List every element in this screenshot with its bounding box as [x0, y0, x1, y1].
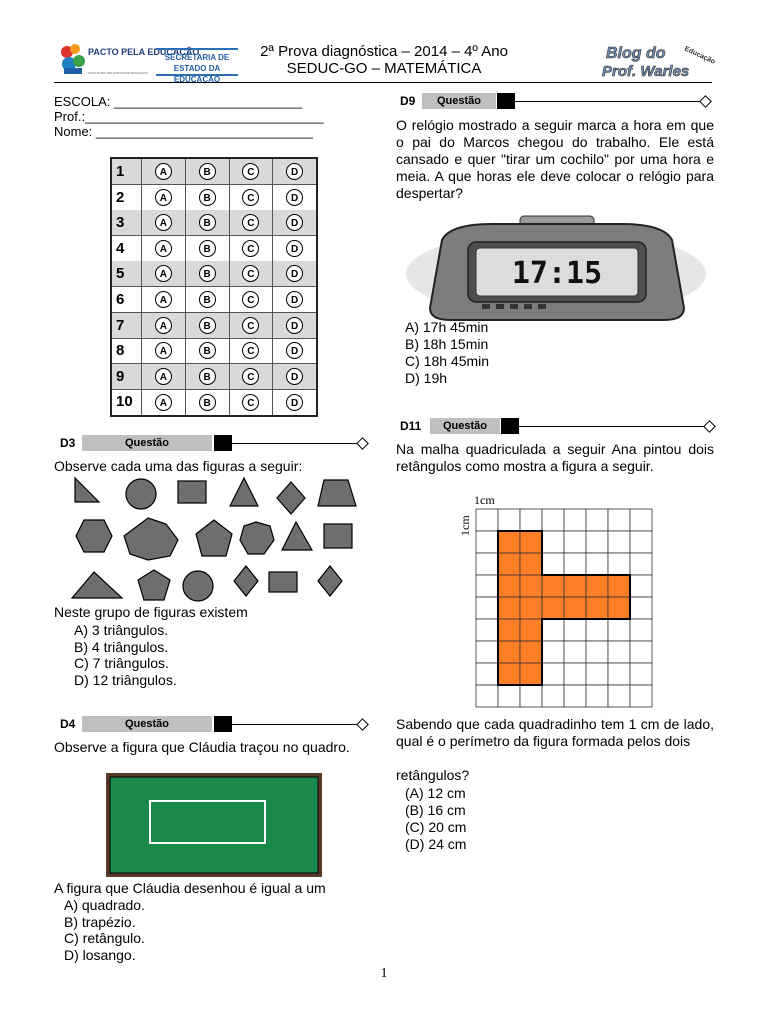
answer-cell [142, 287, 186, 312]
question-header-d9 [400, 93, 712, 109]
answer-cell [142, 389, 186, 415]
rhombus-shape [277, 482, 305, 514]
answer-bubble[interactable]: B [199, 342, 216, 359]
grid-square [630, 553, 652, 575]
answer-cell [273, 389, 316, 415]
answer-bubble[interactable]: C [242, 189, 259, 206]
painted-square [498, 641, 520, 663]
answer-row-number: 8 [112, 338, 142, 363]
painted-square [564, 597, 586, 619]
triangle-shape [72, 572, 122, 598]
grid-square [476, 663, 498, 685]
grid-square [586, 509, 608, 531]
answer-bubble[interactable]: B [199, 189, 216, 206]
grid-square [520, 509, 542, 531]
answer-bubble[interactable]: D [286, 265, 303, 282]
answer-bubble[interactable]: B [199, 317, 216, 334]
painted-square [520, 663, 542, 685]
grid-square [630, 619, 652, 641]
grid-square [564, 641, 586, 663]
answer-bubble[interactable]: D [286, 291, 303, 308]
answer-row-number: 10 [112, 389, 142, 415]
diamond-icon [703, 420, 716, 433]
grid-square [586, 619, 608, 641]
square-shape [269, 572, 297, 592]
grid-square [542, 509, 564, 531]
d4-option-c[interactable]: C) retângulo. [64, 930, 145, 946]
hexagon-shape [76, 520, 112, 552]
answer-bubble[interactable]: A [155, 291, 172, 308]
painted-square [520, 575, 542, 597]
answer-cell [230, 389, 274, 415]
answer-cell [186, 287, 230, 312]
grid-square [630, 597, 652, 619]
grid-square [564, 663, 586, 685]
answer-row [112, 236, 316, 262]
grid-label-top: 1cm [474, 493, 495, 507]
answer-row [112, 389, 316, 415]
answer-bubble[interactable]: C [242, 291, 259, 308]
alarm-clock-figure [402, 212, 710, 328]
painted-square [498, 553, 520, 575]
grid-square [542, 641, 564, 663]
blog-logo-arc: Educação [683, 45, 717, 66]
header-line [515, 101, 701, 102]
painted-square [498, 663, 520, 685]
circle-shape [183, 571, 213, 601]
grid-square [630, 531, 652, 553]
d9-prompt: O relógio mostrado a seguir marca a hora em que o pai do Marcos chegou do trabalho. Ele está cansado e quer "tirar um cochilo" por uma hora e meia. A que horas ele deve colocar o relógio para despertar? [396, 117, 714, 201]
question-code: D3 [60, 436, 76, 450]
grid-square [542, 685, 564, 707]
answer-bubble[interactable]: A [155, 240, 172, 257]
answer-bubble[interactable]: A [155, 214, 172, 231]
answer-bubble[interactable]: C [242, 394, 259, 411]
circle-shape [126, 479, 156, 509]
grid-square [476, 641, 498, 663]
grid-square [608, 685, 630, 707]
answer-row-number: 3 [112, 210, 142, 235]
d11-option-a[interactable]: (A) 12 cm [405, 785, 466, 801]
answer-cell [142, 261, 186, 286]
pentagon-shape [196, 520, 232, 556]
answer-bubble[interactable]: A [155, 317, 172, 334]
chalkboard-figure [106, 773, 322, 877]
answer-cell [142, 236, 186, 261]
d11-stem: Sabendo que cada quadradinho tem 1 cm de lado, qual é o perímetro da figura formada pelos dois [396, 716, 714, 749]
answer-cell [230, 210, 274, 235]
answer-bubble[interactable]: B [199, 214, 216, 231]
answer-bubble[interactable]: B [199, 368, 216, 385]
d11-prompt: Na malha quadriculada a seguir Ana pintou dois retângulos como mostra a figura a seguir. [396, 441, 714, 474]
answer-bubble[interactable]: D [286, 368, 303, 385]
answer-cell [186, 389, 230, 415]
d9-option-a[interactable]: A) 17h 45min [405, 319, 489, 335]
grid-square [542, 619, 564, 641]
answer-cell [142, 185, 186, 210]
answer-cell [230, 185, 274, 210]
d4-option-a[interactable]: A) quadrado. [64, 897, 145, 913]
header-block [214, 716, 232, 732]
page-number: 1 [380, 966, 388, 981]
answer-cell [273, 313, 316, 338]
grid-square [564, 509, 586, 531]
d11-option-d[interactable]: (D) 24 cm [405, 836, 467, 852]
pentagon-shape [138, 570, 170, 600]
question-code: D9 [400, 94, 416, 108]
grid-square [586, 531, 608, 553]
answer-bubble[interactable]: C [242, 342, 259, 359]
grid-square [608, 663, 630, 685]
d3-option-a[interactable]: A) 3 triângulos. [74, 622, 169, 638]
grid-square [476, 619, 498, 641]
d11-option-b[interactable]: (B) 16 cm [405, 802, 466, 818]
grid-square [476, 575, 498, 597]
grid-square [608, 531, 630, 553]
blog-logo-line1: Blog do [606, 45, 666, 62]
answer-bubble[interactable]: B [199, 240, 216, 257]
triangle-shape [282, 522, 312, 550]
answer-bubble[interactable]: C [242, 240, 259, 257]
answer-cell [230, 364, 274, 389]
answer-row-number: 2 [112, 185, 142, 210]
d3-option-b[interactable]: B) 4 triângulos. [74, 638, 169, 655]
answer-bubble[interactable]: D [286, 163, 303, 180]
header-line [519, 426, 705, 427]
d3-stem: Neste grupo de figuras existem [54, 604, 248, 620]
answer-cell [186, 210, 230, 235]
painted-square [520, 553, 542, 575]
answer-row-number: 5 [112, 261, 142, 286]
answer-row-number: 1 [112, 159, 142, 184]
header-block [214, 435, 232, 451]
painted-square [542, 597, 564, 619]
grid-square [542, 531, 564, 553]
answer-cell [142, 159, 186, 184]
answer-bubble[interactable]: C [242, 317, 259, 334]
painted-square [586, 597, 608, 619]
exam-title: 2ª Prova diagnóstica – 2014 – 4º Ano [260, 43, 508, 60]
answer-row [112, 159, 316, 185]
answer-cell [230, 338, 274, 363]
grid-square [476, 597, 498, 619]
answer-row [112, 364, 316, 390]
square-shape [178, 481, 206, 503]
d3-option-c[interactable]: C) 7 triângulos. [74, 655, 169, 671]
answer-row [112, 185, 316, 211]
question-label: Questão [82, 435, 212, 451]
question-header-d4 [60, 716, 368, 732]
answer-cell [273, 364, 316, 389]
d3-option-d[interactable]: D) 12 triângulos. [74, 671, 177, 688]
painted-square [498, 531, 520, 553]
pacto-logo-text: PACTO PELA EDUCAÇÃO [88, 47, 200, 57]
grid-square [476, 531, 498, 553]
grid-square [542, 663, 564, 685]
d3-shapes-figure [66, 476, 366, 604]
d4-option-b[interactable]: B) trapézio. [64, 913, 136, 930]
answer-bubble[interactable]: D [286, 214, 303, 231]
answer-cell [273, 287, 316, 312]
answer-cell [273, 338, 316, 363]
grid-square [498, 509, 520, 531]
exam-subject: SEDUC-GO – MATEMÁTICA [286, 60, 482, 77]
answer-bubble[interactable]: A [155, 342, 172, 359]
header-line [232, 724, 358, 725]
answer-bubble[interactable]: C [242, 368, 259, 385]
answer-bubble[interactable]: D [286, 189, 303, 206]
grid-square [608, 641, 630, 663]
d9-option-c[interactable]: C) 18h 45min [405, 353, 490, 369]
answer-cell [273, 185, 316, 210]
grid-label-side: 1cm [458, 515, 472, 536]
painted-square [608, 597, 630, 619]
chalkboard-surface [110, 777, 318, 873]
answer-cell [186, 313, 230, 338]
painted-square [542, 575, 564, 597]
triangle-shape [230, 478, 258, 506]
answer-row-number: 4 [112, 236, 142, 261]
grid-square [630, 575, 652, 597]
answer-bubble[interactable]: B [199, 163, 216, 180]
question-label: Questão [422, 93, 496, 109]
grid-square [630, 663, 652, 685]
grid-square [608, 509, 630, 531]
header-divider [54, 82, 712, 83]
answer-row [112, 261, 316, 287]
answer-cell [273, 159, 316, 184]
painted-square [520, 597, 542, 619]
answer-row [112, 210, 316, 236]
heptagon-shape [124, 518, 178, 560]
answer-bubble[interactable]: D [286, 342, 303, 359]
grid-square [564, 531, 586, 553]
teacher-field[interactable]: Prof.:_________________________________ [54, 109, 324, 124]
answer-cell [186, 159, 230, 184]
d9-option-b[interactable]: B) 18h 15min [405, 336, 489, 352]
answer-cell [186, 261, 230, 286]
answer-bubble[interactable]: C [242, 265, 259, 282]
answer-cell [186, 185, 230, 210]
question-label: Questão [430, 418, 500, 434]
blog-logo-line2: Prof. Warles [602, 63, 690, 80]
squared-grid-figure [456, 492, 652, 718]
hexagon-shape [240, 522, 274, 554]
pacto-logo-subtext: UM FUTURO MELHOR EXIGE MUDANÇAS [88, 71, 148, 75]
answer-cell [230, 313, 274, 338]
question-label: Questão [82, 716, 212, 732]
rhombus-shape [318, 566, 342, 596]
question-header-d11 [400, 418, 712, 434]
answer-cell [230, 287, 274, 312]
painted-square [498, 575, 520, 597]
painted-square [498, 597, 520, 619]
grid-square [476, 685, 498, 707]
painted-square [608, 575, 630, 597]
diamond-icon [699, 95, 712, 108]
painted-square [586, 575, 608, 597]
header-block [497, 93, 515, 109]
painted-square [520, 619, 542, 641]
d4-option-d[interactable]: D) losango. [64, 946, 136, 963]
d11-stem-end: retângulos? [396, 767, 470, 783]
name-field[interactable]: Nome: ______________________________ [54, 124, 313, 139]
blog-logo [600, 38, 717, 82]
question-header-d3 [60, 435, 368, 451]
d9-option-d[interactable]: D) 19h [405, 370, 448, 386]
answer-cell [142, 338, 186, 363]
d4-stem: A figura que Cláudia desenhou é igual a um [54, 880, 326, 896]
answer-cell [142, 364, 186, 389]
answer-row [112, 313, 316, 339]
grid-square [498, 685, 520, 707]
painted-square [520, 531, 542, 553]
square-shape [324, 524, 352, 548]
answer-bubble[interactable]: A [155, 368, 172, 385]
rhombus-shape [234, 566, 258, 596]
answer-bubble[interactable]: B [199, 291, 216, 308]
school-field[interactable]: ESCOLA: __________________________ [54, 94, 302, 109]
answer-row-number: 9 [112, 364, 142, 389]
grid-square [542, 553, 564, 575]
seduc-logo: SECRETARIA DE ESTADO DA EDUCAÇÃO [156, 48, 238, 76]
answer-row-number: 7 [112, 313, 142, 338]
painted-square [520, 641, 542, 663]
grid-square [520, 685, 542, 707]
grid-square [564, 619, 586, 641]
grid-square [586, 685, 608, 707]
answer-cell [186, 338, 230, 363]
clock-time-display: 17:15 [511, 256, 603, 291]
grid-square [630, 509, 652, 531]
question-code: D4 [60, 717, 76, 731]
answer-cell [230, 159, 274, 184]
answer-cell [142, 313, 186, 338]
unit-grid [476, 509, 652, 707]
answer-bubble[interactable]: C [242, 214, 259, 231]
grid-square [630, 641, 652, 663]
answer-bubble[interactable]: A [155, 394, 172, 411]
grid-square [586, 553, 608, 575]
answer-row-number: 6 [112, 287, 142, 312]
answer-bubble[interactable]: A [155, 189, 172, 206]
answer-bubble[interactable]: D [286, 394, 303, 411]
answer-bubble[interactable]: B [199, 265, 216, 282]
d3-prompt: Observe cada uma das figuras a seguir: [54, 458, 303, 474]
grid-square [608, 553, 630, 575]
d11-option-c[interactable]: (C) 20 cm [405, 819, 467, 835]
question-code: D11 [400, 419, 422, 433]
answer-row [112, 287, 316, 313]
header-line [232, 443, 358, 444]
triangle-shape [75, 478, 99, 502]
painted-square [498, 619, 520, 641]
answer-bubble[interactable]: B [199, 394, 216, 411]
answer-cell [273, 261, 316, 286]
diamond-icon [356, 718, 369, 731]
answer-sheet-grid [110, 157, 318, 417]
answer-cell [186, 236, 230, 261]
answer-row [112, 338, 316, 364]
grid-square [630, 685, 652, 707]
diamond-icon [356, 437, 369, 450]
answer-cell [230, 236, 274, 261]
grid-square [476, 509, 498, 531]
grid-square [476, 553, 498, 575]
grid-square [608, 619, 630, 641]
answer-cell [186, 364, 230, 389]
answer-bubble[interactable]: A [155, 265, 172, 282]
answer-bubble[interactable]: D [286, 317, 303, 334]
painted-square [564, 575, 586, 597]
grid-square [564, 553, 586, 575]
grid-square [586, 663, 608, 685]
d4-prompt: Observe a figura que Cláudia traçou no quadro. [54, 739, 350, 755]
answer-bubble[interactable]: C [242, 163, 259, 180]
answer-cell [273, 210, 316, 235]
trapezoid-shape [318, 480, 356, 506]
header-block [501, 418, 519, 434]
grid-square [564, 685, 586, 707]
grid-square [586, 641, 608, 663]
answer-bubble[interactable]: D [286, 240, 303, 257]
answer-bubble[interactable]: A [155, 163, 172, 180]
answer-cell [273, 236, 316, 261]
answer-cell [142, 210, 186, 235]
answer-cell [230, 261, 274, 286]
